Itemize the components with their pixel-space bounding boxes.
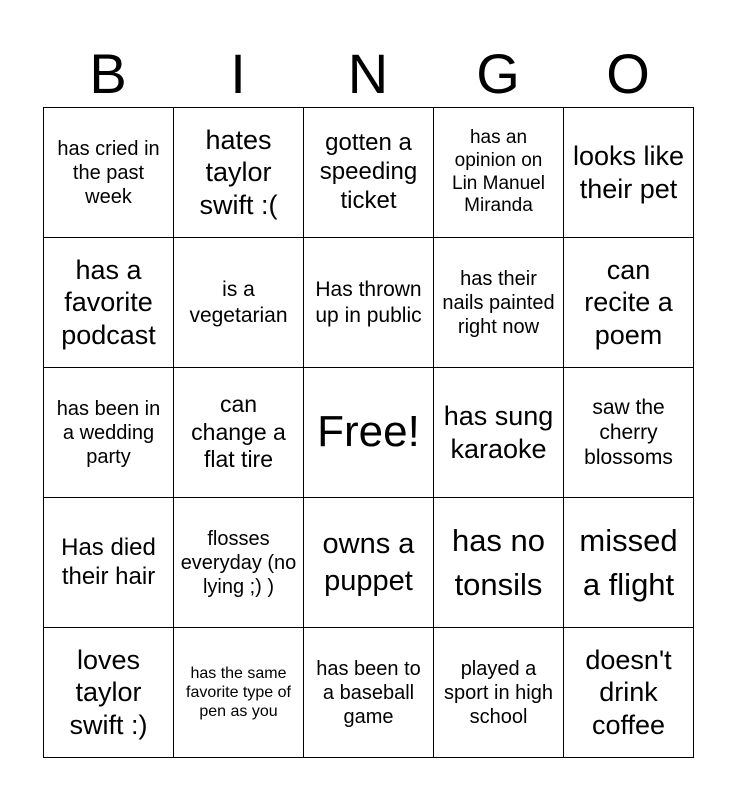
bingo-cell-r2-c2[interactable]: is a vegetarian	[174, 238, 304, 368]
bingo-header	[43, 40, 693, 108]
bingo-cell-r2-c4[interactable]: has their nails painted right now	[434, 238, 564, 368]
bingo-cell-r3-c1[interactable]: has been in a wedding party	[44, 368, 174, 498]
bingo-board	[43, 107, 694, 758]
header-letter-n: N	[347, 42, 389, 105]
bingo-cell-r4-c2[interactable]: flosses everyday (no lying ;) )	[174, 498, 304, 628]
bingo-cell-r4-c3[interactable]: owns a puppet	[304, 498, 434, 628]
header-letter-o: O	[606, 42, 650, 105]
bingo-cell-r4-c5[interactable]: missed a flight	[564, 498, 694, 628]
bingo-cell-r5-c4[interactable]: played a sport in high school	[434, 628, 564, 758]
bingo-cell-r5-c3[interactable]: has been to a baseball game	[304, 628, 434, 758]
bingo-cell-r5-c1[interactable]: loves taylor swift :)	[44, 628, 174, 758]
bingo-cell-r3-c2[interactable]: can change a flat tire	[174, 368, 304, 498]
bingo-cell-free[interactable]: Free!	[304, 368, 434, 498]
bingo-cell-r1-c3[interactable]: gotten a speeding ticket	[304, 108, 434, 238]
bingo-cell-r1-c1[interactable]: has cried in the past week	[44, 108, 174, 238]
bingo-cell-r1-c5[interactable]: looks like their pet	[564, 108, 694, 238]
bingo-cell-r1-c2[interactable]: hates taylor swift :(	[174, 108, 304, 238]
bingo-cell-r5-c5[interactable]: doesn't drink coffee	[564, 628, 694, 758]
bingo-cell-r2-c3[interactable]: Has thrown up in public	[304, 238, 434, 368]
bingo-cell-r3-c4[interactable]: has sung karaoke	[434, 368, 564, 498]
bingo-cell-r2-c1[interactable]: has a favorite podcast	[44, 238, 174, 368]
bingo-cell-r2-c5[interactable]: can recite a poem	[564, 238, 694, 368]
header-letter-i: I	[230, 42, 246, 105]
bingo-cell-r4-c1[interactable]: Has died their hair	[44, 498, 174, 628]
bingo-cell-r5-c2[interactable]: has the same favorite type of pen as you	[174, 628, 304, 758]
bingo-cell-r3-c5[interactable]: saw the cherry blossoms	[564, 368, 694, 498]
bingo-cell-r1-c4[interactable]: has an opinion on Lin Manuel Miranda	[434, 108, 564, 238]
header-letter-g: G	[476, 42, 520, 105]
header-letter-b: B	[89, 42, 127, 105]
bingo-cell-r4-c4[interactable]: has no tonsils	[434, 498, 564, 628]
